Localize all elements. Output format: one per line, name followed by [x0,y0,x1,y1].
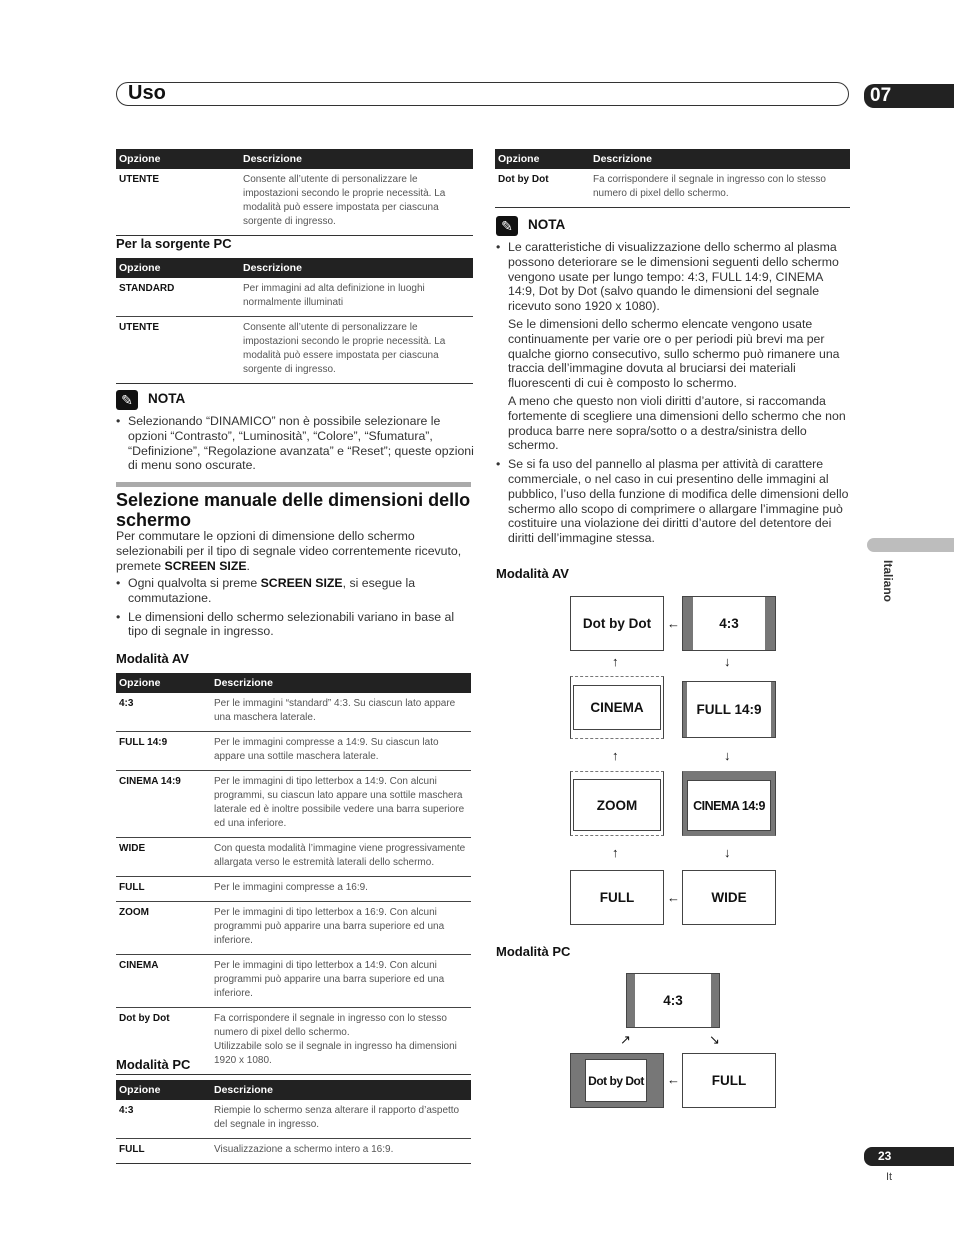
description-cell: Consente all’utente di personalizzare le impostazioni secondo le proprie necessità. La modalità può essere impostata per ciascuna sorgente di ingresso. [240,169,473,236]
nota-label-right: NOTA [528,217,566,232]
table-row [116,771,471,838]
section-bullet: • Ogni qualvolta si preme SCREEN SIZE, si esegue la commutazione. [116,576,476,606]
nota-label-left: NOTA [148,391,186,406]
description-cell: Per le immagini “standard” 4:3. Su ciascun lato appare una maschera laterale. [211,693,471,732]
description-cell: Fa corrispondere il segnale in ingresso con lo stesso numero di pixel dello schermo. [590,169,850,208]
mode-4-3: 4:3 [682,596,776,651]
pc-mode-full: FULL [682,1053,776,1108]
pencil-icon: ✎ [496,216,518,236]
diagram-pc-heading: Modalità PC [496,944,571,959]
col-header-description: Descrizione [211,1080,471,1100]
option-cell: CINEMA [116,955,211,1008]
pc-mode-4-3: 4:3 [626,973,720,1028]
section-rule [116,482,471,487]
description-cell: Fa corrispondere il segnale in ingresso con lo stesso numero di pixel dello schermo. Utilizzabile solo se il segnale in ingresso ha dimensioni 1920 x 1080. [211,1008,471,1075]
section-intro: Per commutare le opzioni di dimensione dello schermo selezionabili per il tipo di segnale video correntemente ricevuto, premete SCREEN SIZE. [116,529,462,573]
mode-full-14-9: FULL 14:9 [682,681,776,738]
mode-full: FULL [570,870,664,925]
table-row [116,838,471,877]
language-tab [867,538,954,552]
table-row [495,169,850,208]
page-title: Uso [128,82,166,104]
option-cell: CINEMA 14:9 [116,771,211,838]
option-cell: Dot by Dot [495,169,590,208]
option-cell: ZOOM [116,902,211,955]
arrow-up-icon: ↑ [612,845,619,860]
side-mask [765,597,775,650]
header-bar [116,82,849,106]
option-cell: 4:3 [116,1100,211,1139]
diagram-av-heading: Modalità AV [496,566,569,581]
side-mask [683,597,693,650]
description-cell: Per le immagini compresse a 14:9. Su ciascun lato appare una sottile maschera laterale. [211,732,471,771]
side-mask [711,974,719,1027]
table-row [116,902,471,955]
option-cell: STANDARD [116,278,240,317]
nota-item: • Se si fa uso del pannello al plasma per attività di carattere commerciale, o nel caso in cui presentino delle immagini al pubblico, l’uso della funzione di modifica delle dimensioni dello schermo allo scopo di comprimere o allargare l’immagine può costituire una violazione dei diritti d’autore del detentore dei diritti dell’immagine stessa. [496,457,852,546]
chapter-number: 07 [864,84,954,108]
arrow-left-icon: ← [667,616,680,631]
pc-source-heading: Per la sorgente PC [116,236,232,251]
pc-mode-dot-by-dot: Dot by Dot [570,1053,664,1108]
col-header-option: Opzione [495,149,590,169]
av-heading: Modalità AV [116,651,189,666]
mode-cinema-14-9: CINEMA 14:9 [682,771,776,836]
side-mask [683,682,687,737]
arrow-down-icon: ↓ [724,845,731,860]
language-code: It [886,1171,893,1183]
table-row [116,169,473,236]
description-cell: Per le immagini compresse a 16:9. [211,877,471,902]
option-cell: FULL [116,1139,211,1164]
arrow-up-icon: ↑ [612,654,619,669]
side-mask [627,974,635,1027]
mode-wide: WIDE [682,870,776,925]
table-row [116,278,473,317]
description-cell: Per le immagini di tipo letterbox a 14:9. Con alcuni programmi può apparire una barra superiore ed una inferiore. [211,955,471,1008]
side-mask [771,682,775,737]
col-header-option: Opzione [116,258,240,278]
option-cell: Dot by Dot [116,1008,211,1075]
description-cell: Per le immagini di tipo letterbox a 14:9. Con alcuni programmi, su ciascun lato appare una sottile maschera laterale ed è inoltre possibile vedere una barra superiore ed una inferiore. [211,771,471,838]
table-row [116,732,471,771]
arrow-down-icon: ↓ [724,748,731,763]
table-row [116,317,473,384]
section-title: Selezione manuale delle dimensioni dello schermo [116,490,471,530]
page-number: 23 [864,1147,954,1166]
option-cell: FULL 14:9 [116,732,211,771]
description-cell: Per immagini ad alta definizione in luoghi normalmente illuminati [240,278,473,317]
description-cell: Riempie lo schermo senza alterare il rapporto d’aspetto del segnale in ingresso. [211,1100,471,1139]
mode-cinema: CINEMA [570,676,664,739]
table-user-top [116,149,473,236]
mode-zoom: ZOOM [570,771,664,836]
arrow-up-icon: ↑ [612,748,619,763]
mode-dot-by-dot: Dot by Dot [570,596,664,651]
arrow-left-icon: ← [667,890,680,905]
col-header-option: Opzione [116,1080,211,1100]
col-header-option: Opzione [116,149,240,169]
table-row [116,877,471,902]
nota-list-left [116,414,476,477]
option-cell: UTENTE [116,169,240,236]
section-bullet: • Le dimensioni dello schermo selezionabili variano in base al tipo di segnale in ingresso. [116,610,476,640]
arrow-up-right-icon: ↗ [620,1032,631,1047]
section-bullets [116,576,476,643]
table-av [116,673,471,1075]
nota-list-right [496,240,852,550]
option-cell: FULL [116,877,211,902]
table-row [116,955,471,1008]
arrow-down-right-icon: ↘ [709,1032,720,1047]
pencil-icon: ✎ [116,390,138,410]
option-cell: 4:3 [116,693,211,732]
col-header-description: Descrizione [240,258,473,278]
description-cell: Per le immagini di tipo letterbox a 16:9. Con alcuni programmi può apparire una barra superiore ed una inferiore. [211,902,471,955]
table-row [116,1100,471,1139]
table-row [116,693,471,732]
description-cell: Con questa modalità l’immagine viene progressivamente allargata verso le estremità laterali dello schermo. [211,838,471,877]
nota-item: • Le caratteristiche di visualizzazione dello schermo al plasma possono deteriorare se le dimensioni seguenti dello schermo vengono usate per lungo tempo: 4:3, FULL 14:9, CINEMA 14:9, Dot by Dot (salvo quando le dimensioni del segnale ricevuto sono 1920 x 1080). Se le dimensioni dello schermo elencate vengono usate continuamente per varie ore o per periodi più brevi ma per qualche giorno consecutivo, sullo schermo può rimanere una traccia dell’immagine dovuta al bruciarsi dei materiali fluorescenti di cui è composto lo schermo. A meno che questo non violi diritti d’autore, si raccomanda fortemente di scegliere una dimensioni dello schermo che non produca barre nere sopra/sotto o a destra/sinistra dello schermo. [496,240,852,453]
pc-heading: Modalità PC [116,1057,191,1072]
table-pc [116,1080,471,1164]
option-cell: WIDE [116,838,211,877]
table-dot-by-dot [495,149,850,208]
arrow-left-icon: ← [667,1072,680,1087]
col-header-option: Opzione [116,673,211,693]
description-cell: Consente all’utente di personalizzare le impostazioni secondo le proprie necessità. La modalità può essere impostata per ciascuna sorgente di ingresso. [240,317,473,384]
description-cell: Visualizzazione a schermo intero a 16:9. [211,1139,471,1164]
nota-item: • Selezionando “DINAMICO” non è possibile selezionare le opzioni “Contrasto”, “Luminosità”, “Colore”, “Sfumatura”, “Definizione”, “Regolazione avanzata” e “Reset”; queste opzioni di menu sono oscurate. [116,414,476,473]
col-header-description: Descrizione [211,673,471,693]
language-tab-label: Italiano [881,560,895,603]
option-cell: UTENTE [116,317,240,384]
col-header-description: Descrizione [590,149,850,169]
col-header-description: Descrizione [240,149,473,169]
table-row [116,1139,471,1164]
arrow-down-icon: ↓ [724,654,731,669]
table-pc-source [116,258,473,384]
